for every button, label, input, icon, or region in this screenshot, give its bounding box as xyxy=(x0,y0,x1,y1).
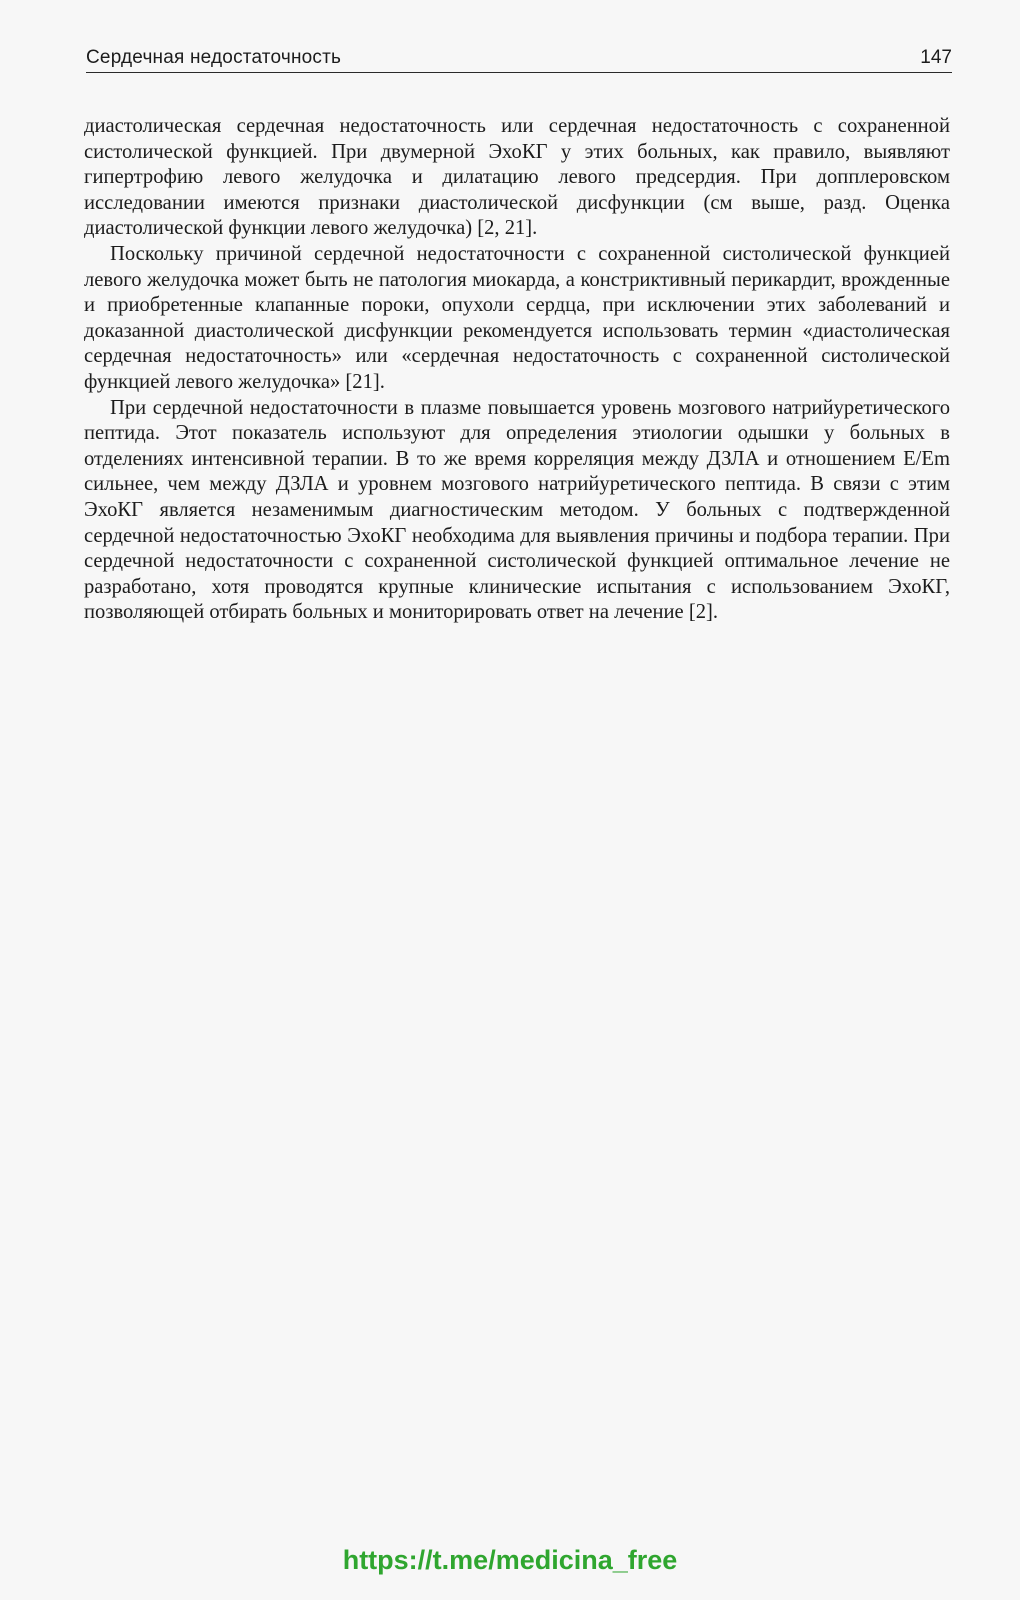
running-title: Сердечная недостаточность xyxy=(86,47,342,68)
paragraph-natriuretic-peptide: При сердечной недостаточности в плазме повышается уровень мозгового натрийуретического пептида. Этот показатель используют для определения этиологии одышки у больных в отделениях интенсивной терапии. В то же время корреляция между ДЗЛА и отношением E/Em сильнее, чем между ДЗЛА и уровнем мозгового натрийуретического пептида. В связи с этим ЭхоКГ является незаменимым диагностическим методом. У больных с подтвержденной сердечной недостаточностью ЭхоКГ необходима для выявления причины и подбора терапии. При сердечной недостаточности с сохраненной систолической функцией оптимальное лечение не разработано, хотя проводятся крупные клинические испытания с использованием ЭхоКГ, позволяющей отбирать больных и мониторировать ответ на лечение [2]. xyxy=(84,396,950,624)
paragraph-continuation: диастолическая сердечная недостаточность или сердечная недостаточность с сохраненной систолической функцией. При двумерной ЭхоКГ у этих больных, как правило, выявляют гипертрофию левого желудочка и дилатацию левого предсердия. При допплеровском исследовании имеются признаки диастолической дисфункции (см выше, разд. Оценка диастолической функции левого желудочка) [2, 21]. xyxy=(84,115,950,240)
page-number: 147 xyxy=(920,47,952,68)
body-text xyxy=(84,114,950,626)
paragraph-terminology: Поскольку причиной сердечной недостаточности с сохраненной систолической функцией левого желудочка может быть не патология миокарда, а констриктивный перикардит, врожденные и приобретенные клапанные пороки, опухоли сердца, при исключении этих заболеваний и доказанной диастолической дисфункции рекомендуется использовать термин «диастолическая сердечная недостаточность» или «сердечная недостаточность с сохраненной систолической функцией левого желудочка» [21]. xyxy=(84,242,950,393)
telegram-link[interactable]: https://t.me/medicina_free xyxy=(342,1545,678,1575)
running-header xyxy=(86,44,952,73)
